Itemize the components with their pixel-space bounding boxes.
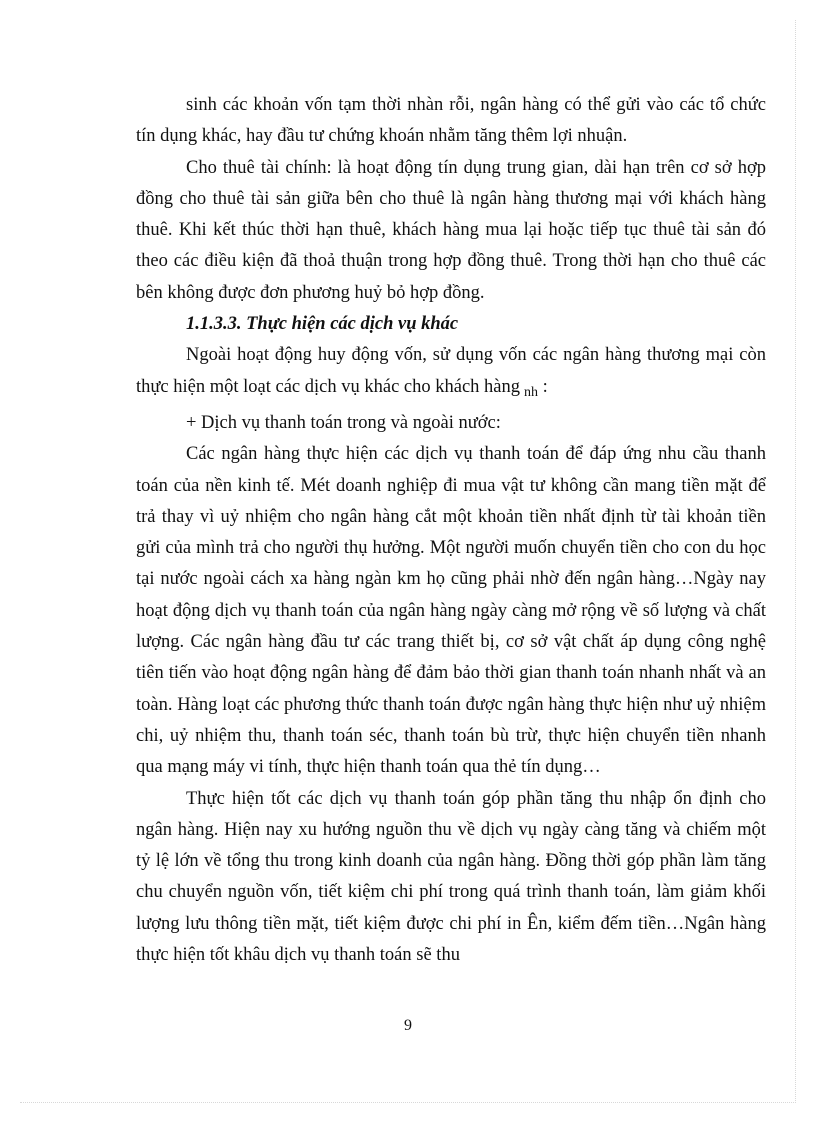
document-body — [136, 90, 766, 971]
section-heading: 1.1.3.3. Thực hiện các dịch vụ khác — [186, 314, 459, 335]
paragraph-intro — [136, 340, 766, 408]
bullet-payment-services: + Dịch vụ thanh toán trong và ngoài nước: — [186, 412, 501, 433]
paragraph-finance-lease: Cho thuê tài chính: là hoạt động tín dụng trung gian, dài hạn trên cơ sở hợp đồng cho thuê tài sản giữa bên cho thuê là ngân hàng thương mại với khách hàng thuê. Khi kết thúc thời hạn thuê, khách hàng mua lại hoặc tiếp tục thuê tài sản đó theo các điều kiện đã thoả thuận trong hợp đồng thuê. Trong thời hạn cho thuê các bên không được đơn phương huỷ bỏ hợp đồng. — [136, 157, 766, 303]
paragraph-payment-benefits: Thực hiện tốt các dịch vụ thanh toán góp phần tăng thu nhập ổn định cho ngân hàng. Hiện nay xu hướng nguồn thu về dịch vụ ngày càng tăng và chiếm một tỷ lệ lớn về tổng thu trong kinh doanh của ngân hàng. Đồng thời góp phần làm tăng chu chuyển nguồn vốn, tiết kiệm chi phí trong quá trình thanh toán, làm giảm khối lượng lưu thông tiền mặt, tiết kiệm được chi phí in Ên, kiểm đếm tiền…Ngân hàng thực hiện tốt khâu dịch vụ thanh toán sẽ thu — [136, 788, 766, 966]
page-number: 9 — [404, 1017, 412, 1034]
intro-text: Ngoài hoạt động huy động vốn, sử dụng vốn các ngân hàng thương mại còn thực hiện một loạt các dịch vụ khác cho khách hàng — [136, 345, 766, 397]
intro-subscript: nh — [524, 384, 539, 400]
paragraph-continuation: sinh các khoản vốn tạm thời nhàn rỗi, ngân hàng có thể gửi vào các tổ chức tín dụng khác, hay đầu tư chứng khoán nhằm tăng thêm lợi nhuận. — [136, 95, 766, 147]
paragraph-payment-services: Các ngân hàng thực hiện các dịch vụ thanh toán để đáp ứng nhu cầu thanh toán của nền kinh tế. Mét doanh nghiệp đi mua vật tư không cần mang tiền mặt để trả thay vì uỷ nhiệm cho ngân hàng cắt một khoản tiền nhất định từ tài khoản tiền gửi của mình trả cho người thụ hưởng. Một người muốn chuyển tiền cho con du học tại nước ngoài cách xa hàng ngàn km họ cũng phải nhờ đến ngân hàng…Ngày nay hoạt động dịch vụ thanh toán của ngân hàng ngày càng mở rộng về số lượng và chất lượng. Các ngân hàng đầu tư các trang thiết bị, cơ sở vật chất áp dụng công nghệ tiên tiến vào hoạt động ngân hàng để đảm bảo thời gian thanh toán nhanh nhất và an toàn. Hàng loạt các phương thức thanh toán được ngân hàng thực hiện như uỷ nhiệm chi, uỷ nhiệm thu, thanh toán séc, thanh toán bù trừ, thực hiện chuyển tiền nhanh qua mạng máy vi tính, thực hiện thanh toán qua thẻ tín dụng… — [136, 444, 766, 778]
intro-end: : — [538, 376, 548, 397]
